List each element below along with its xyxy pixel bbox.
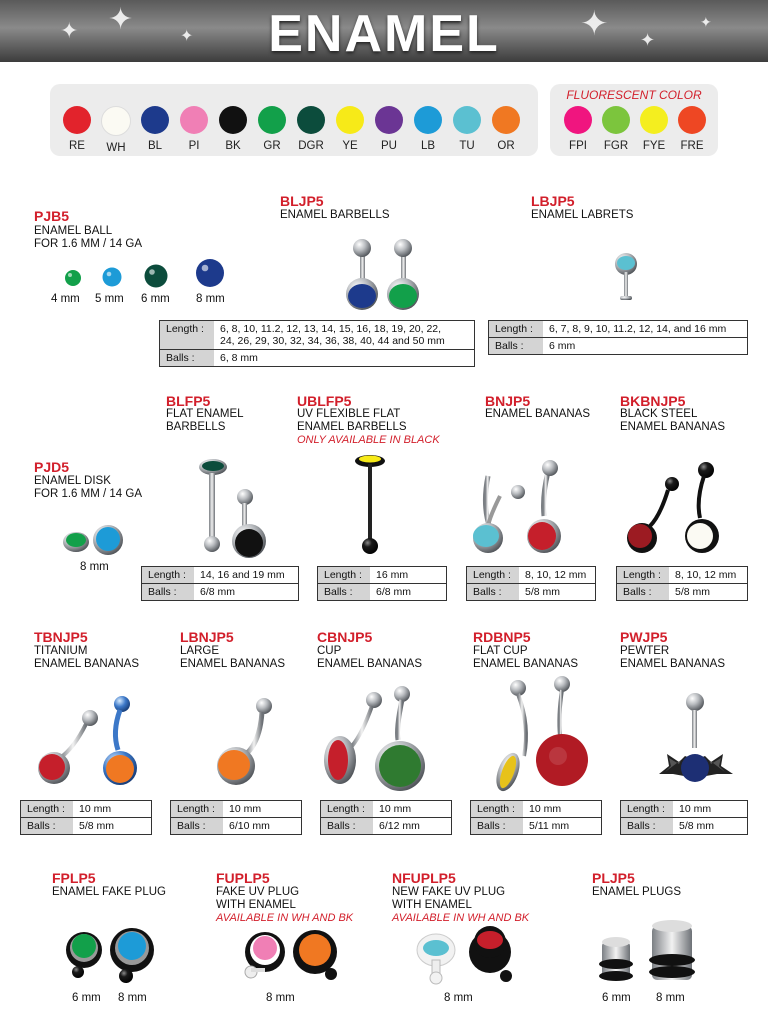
size-label: 6 mm [72, 992, 101, 1004]
product-desc: ENAMEL BANANAS [34, 658, 140, 670]
product-desc: UV FLEXIBLE FLAT [297, 408, 401, 420]
color-code-label: RE [69, 140, 85, 152]
product-desc: ENAMEL BANANAS [620, 658, 726, 670]
spec-key: Balls : [617, 584, 669, 600]
spec-table-pwjp5 [620, 800, 748, 835]
spec-key: Length : [318, 567, 370, 583]
product-code-pwjp5: PWJP5 [620, 629, 668, 645]
spec-key: Length : [489, 321, 543, 337]
product-desc: ENAMEL BANANAS [317, 658, 423, 670]
sparkle-icon: ✦ [640, 30, 656, 50]
product-desc: TITANIUM [34, 645, 88, 657]
spec-key: Length : [621, 801, 673, 817]
spec-value-line: 24, 26, 29, 30, 32, 34, 36, 38, 40, 44 and 50 mm [220, 335, 445, 347]
size-label: 8 mm [656, 992, 685, 1004]
color-swatch-wh [101, 106, 131, 154]
spec-key: Length : [142, 567, 194, 583]
product-desc: BLACK STEEL [620, 408, 698, 420]
spec-table-rdbnp5 [470, 800, 602, 835]
spec-table-bnjp5 [466, 566, 596, 601]
spec-value-line: 6, 8, 10, 11.2, 12, 13, 14, 15, 16, 18, 19, 20, 22, [220, 323, 442, 335]
product-desc: PEWTER [620, 645, 670, 657]
sparkle-icon: ✦ [580, 5, 609, 43]
size-label: 8 mm [196, 293, 225, 305]
spec-table-lbnjp5 [170, 800, 302, 835]
spec-value: 8, 10, 12 mm [525, 569, 587, 581]
color-code-label: FRE [680, 140, 704, 152]
color-code-label: FPI [569, 140, 587, 152]
color-code-label: YE [342, 140, 358, 152]
color-swatch-bk [218, 106, 248, 152]
product-desc: ENAMEL BARBELLS [297, 421, 407, 433]
spec-value: 10 mm [229, 803, 262, 815]
product-desc: FLAT CUP [473, 645, 528, 657]
enamel-disk-image [60, 520, 130, 560]
spec-key: Balls : [489, 338, 543, 354]
color-dot [414, 106, 442, 134]
color-dot [375, 106, 403, 134]
product-desc: ENAMEL BANANAS [473, 658, 579, 670]
color-dot [492, 106, 520, 134]
spec-value: 5/11 mm [529, 820, 570, 832]
sparkle-icon: ✦ [60, 18, 79, 43]
availability-note: ONLY AVAILABLE IN BLACK [297, 434, 440, 446]
color-swatch-fre [677, 106, 707, 152]
enamel-balls-image [55, 256, 235, 292]
product-code-pjb5: PJB5 [34, 208, 70, 224]
spec-key: Balls : [471, 818, 523, 834]
titanium-bananas-image [32, 692, 142, 792]
spec-value: 5/8 mm [675, 586, 711, 598]
spec-value: 6, 7, 8, 9, 10, 11.2, 12, 14, and 16 mm [549, 323, 727, 335]
spec-table-bkbnjp5 [616, 566, 748, 601]
color-code-label: PU [381, 140, 397, 152]
availability-note: AVAILABLE IN WH AND BK [216, 912, 354, 924]
color-swatch-fgr [601, 106, 631, 152]
product-desc: ENAMEL BARBELLS [280, 209, 390, 221]
product-desc: FLAT ENAMEL [166, 408, 244, 420]
product-desc: ENAMEL BANANAS [620, 421, 726, 433]
spec-value: 10 mm [679, 803, 712, 815]
spec-key: Length : [321, 801, 373, 817]
color-dot [141, 106, 169, 134]
color-swatch-or [491, 106, 521, 152]
color-code-label: FGR [603, 140, 629, 152]
product-code-lbnjp5: LBNJP5 [180, 629, 234, 645]
spec-value: 5/8 mm [79, 820, 115, 832]
black-steel-bananas-image [620, 456, 730, 561]
color-swatch-dgr [296, 106, 326, 152]
product-desc: FOR 1.6 MM / 14 GA [34, 238, 142, 250]
flat-barbells-image [195, 455, 275, 560]
spec-key: Length : [160, 321, 214, 349]
color-dot [678, 106, 706, 134]
color-swatch-fye [639, 106, 669, 152]
spec-value: 14, 16 and 19 mm [200, 569, 285, 581]
product-desc: ENAMEL DISK [34, 475, 111, 487]
product-desc: WITH ENAMEL [392, 899, 472, 911]
spec-value: 6/8 mm [376, 586, 412, 598]
spec-table-ublfp5 [317, 566, 447, 601]
spec-value: 16 mm [376, 569, 409, 581]
spec-key: Balls : [321, 818, 373, 834]
spec-key: Length : [467, 567, 519, 583]
color-swatch-pu [374, 106, 404, 152]
product-desc: ENAMEL LABRETS [531, 209, 634, 221]
spec-key: Balls : [160, 350, 214, 366]
color-code-label: TU [459, 140, 475, 152]
color-dot [258, 106, 286, 134]
page-header [0, 0, 768, 62]
spec-value: 8, 10, 12 mm [675, 569, 737, 581]
color-code-label: DGR [298, 140, 324, 152]
product-desc: FOR 1.6 MM / 14 GA [34, 488, 142, 500]
color-dot [564, 106, 592, 134]
color-code-label: OR [497, 140, 515, 152]
product-desc: ENAMEL PLUGS [592, 886, 682, 898]
flat-cup-bananas-image [480, 676, 600, 794]
product-code-bnjp5: BNJP5 [485, 393, 531, 409]
product-desc: CUP [317, 645, 342, 657]
new-fake-uv-plugs-image [410, 926, 520, 990]
product-desc: ENAMEL BANANAS [485, 408, 591, 420]
spec-key: Balls : [21, 818, 73, 834]
spec-value: 10 mm [79, 803, 112, 815]
spec-key: Balls : [467, 584, 519, 600]
size-label: 5 mm [95, 293, 124, 305]
size-label: 8 mm [118, 992, 147, 1004]
spec-value: 6/12 mm [379, 820, 420, 832]
spec-key: Length : [617, 567, 669, 583]
color-dot [453, 106, 481, 134]
spec-table-cbnjp5 [320, 800, 452, 835]
color-swatch-lb [413, 106, 443, 152]
product-code-blfp5: BLFP5 [166, 393, 211, 409]
sparkle-icon: ✦ [180, 28, 194, 45]
product-desc: ENAMEL BALL [34, 225, 113, 237]
color-dot [219, 106, 247, 134]
color-dot [63, 106, 91, 134]
color-dot [101, 106, 131, 136]
spec-key: Length : [471, 801, 523, 817]
spec-value: 6 mm [549, 340, 576, 352]
spec-value: 6, 8 mm [220, 352, 258, 364]
spec-table-tbnjp5 [20, 800, 152, 835]
color-code-label: FYE [642, 140, 666, 152]
color-code-label: PI [188, 140, 200, 152]
product-code-rdbnp5: RDBNP5 [473, 629, 531, 645]
color-code-label: LB [420, 140, 436, 152]
product-desc: WITH ENAMEL [216, 899, 296, 911]
product-code-bljp5: BLJP5 [280, 193, 324, 209]
barbells-image [340, 236, 430, 311]
product-code-bkbnjp5: BKBNJP5 [620, 393, 686, 409]
spec-value: 6/8 mm [200, 586, 236, 598]
spec-key: Balls : [171, 818, 223, 834]
product-desc: ENAMEL BANANAS [180, 658, 286, 670]
size-label: 4 mm [51, 293, 80, 305]
spec-value: 5/8 mm [525, 586, 561, 598]
product-desc: BARBELLS [166, 421, 226, 433]
product-code-tbnjp5: TBNJP5 [34, 629, 88, 645]
product-desc: ENAMEL FAKE PLUG [52, 886, 166, 898]
size-label: 8 mm [80, 561, 109, 573]
availability-note: AVAILABLE IN WH AND BK [392, 912, 530, 924]
spec-key: Length : [171, 801, 223, 817]
size-label: 6 mm [602, 992, 631, 1004]
spec-value: 6/10 mm [229, 820, 270, 832]
product-desc: LARGE [180, 645, 219, 657]
color-swatch-re [62, 106, 92, 152]
large-bananas-image [210, 692, 280, 792]
color-swatch-ye [335, 106, 365, 152]
pewter-banana-image [655, 690, 745, 790]
sparkle-icon: ✦ [108, 3, 134, 36]
product-code-fplp5: FPLP5 [52, 870, 96, 886]
spec-key: Length : [21, 801, 73, 817]
product-code-nfuplp5: NFUPLP5 [392, 870, 456, 886]
color-code-label: WH [106, 142, 126, 154]
color-swatch-gr [257, 106, 287, 152]
uv-flexible-barbell-image [350, 452, 390, 562]
product-desc: FAKE UV PLUG [216, 886, 300, 898]
color-dot [602, 106, 630, 134]
product-code-pjd5: PJD5 [34, 459, 70, 475]
page-title: ENAMEL [268, 5, 500, 62]
fluorescent-title: FLUORESCENT COLOR [566, 88, 702, 102]
color-dot [297, 106, 325, 134]
color-swatch-bl [140, 106, 170, 152]
spec-value: 10 mm [529, 803, 562, 815]
fake-plugs-image [60, 924, 160, 990]
color-swatch-tu [452, 106, 482, 152]
product-code-pljp5: PLJP5 [592, 870, 635, 886]
spec-value: 5/8 mm [679, 820, 715, 832]
spec-table-blfp5 [141, 566, 299, 601]
spec-value [214, 321, 451, 349]
cup-bananas-image [318, 684, 438, 796]
labret-image [610, 252, 650, 308]
product-code-ublfp5: UBLFP5 [297, 393, 352, 409]
color-palette [50, 84, 538, 156]
fluorescent-palette [550, 84, 718, 156]
sparkle-icon: ✦ [700, 14, 712, 30]
color-swatch-fpi [563, 106, 593, 152]
spec-value: 10 mm [379, 803, 412, 815]
spec-key: Balls : [318, 584, 370, 600]
size-label: 8 mm [444, 992, 473, 1004]
color-dot [180, 106, 208, 134]
spec-key: Balls : [142, 584, 194, 600]
color-code-label: BK [225, 140, 241, 152]
enamel-plugs-image [596, 920, 706, 990]
spec-table-lbjp5 [488, 320, 748, 355]
product-desc: NEW FAKE UV PLUG [392, 886, 506, 898]
product-code-cbnjp5: CBNJP5 [317, 629, 373, 645]
color-code-label: GR [263, 140, 281, 152]
color-dot [640, 106, 668, 134]
size-label: 6 mm [141, 293, 170, 305]
fake-uv-plugs-image [235, 924, 345, 990]
product-code-fuplp5: FUPLP5 [216, 870, 270, 886]
spec-key: Balls : [621, 818, 673, 834]
size-label: 8 mm [266, 992, 295, 1004]
color-swatch-pi [179, 106, 209, 152]
color-code-label: BL [147, 140, 163, 152]
color-dot [336, 106, 364, 134]
bananas-image [470, 456, 570, 561]
product-code-lbjp5: LBJP5 [531, 193, 575, 209]
spec-table-bljp5 [159, 320, 475, 367]
